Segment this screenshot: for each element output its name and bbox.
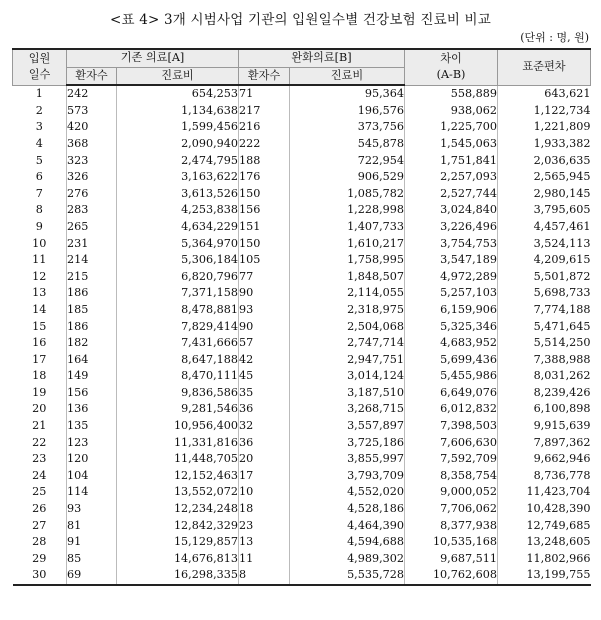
table-row [13, 368, 591, 385]
cell-stddev: 1,221,809 [498, 119, 591, 136]
table-row [13, 518, 591, 535]
cell-stddev: 5,501,872 [498, 269, 591, 286]
cell-base-patients: 242 [67, 85, 117, 103]
cell-base-patients: 91 [67, 534, 117, 551]
cell-base-patients: 156 [67, 385, 117, 402]
cell-palliative-cost: 545,878 [290, 136, 405, 153]
cell-days: 4 [13, 136, 67, 153]
table-row [13, 85, 591, 103]
cell-palliative-patients: 8 [239, 567, 290, 585]
cell-base-patients: 214 [67, 252, 117, 269]
cell-stddev: 8,031,262 [498, 368, 591, 385]
cell-base-cost: 4,634,229 [117, 219, 239, 236]
cell-palliative-patients: 35 [239, 385, 290, 402]
cell-base-patients: 186 [67, 319, 117, 336]
cell-base-cost: 654,253 [117, 85, 239, 103]
table-row [13, 534, 591, 551]
cell-palliative-cost: 3,014,124 [290, 368, 405, 385]
cell-days: 20 [13, 401, 67, 418]
cell-palliative-cost: 1,085,782 [290, 186, 405, 203]
cell-palliative-cost: 2,747,714 [290, 335, 405, 352]
cell-difference: 3,024,840 [405, 202, 498, 219]
cell-difference: 5,325,346 [405, 319, 498, 336]
cell-days: 17 [13, 352, 67, 369]
cell-base-patients: 283 [67, 202, 117, 219]
cell-difference: 2,257,093 [405, 169, 498, 186]
cell-stddev: 7,774,188 [498, 302, 591, 319]
cell-palliative-cost: 1,848,507 [290, 269, 405, 286]
cell-base-patients: 231 [67, 236, 117, 253]
cell-base-patients: 186 [67, 285, 117, 302]
table-row [13, 319, 591, 336]
cell-base-cost: 6,820,796 [117, 269, 239, 286]
cell-stddev: 10,428,390 [498, 501, 591, 518]
cell-palliative-patients: 11 [239, 551, 290, 568]
cell-days: 26 [13, 501, 67, 518]
cell-palliative-patients: 18 [239, 501, 290, 518]
cell-base-cost: 1,599,456 [117, 119, 239, 136]
header-base-group: 기존 의료[A] [67, 49, 239, 67]
table-row [13, 468, 591, 485]
cell-palliative-cost: 3,855,997 [290, 451, 405, 468]
cell-stddev: 7,897,362 [498, 435, 591, 452]
header-base-cost: 진료비 [117, 67, 239, 85]
cell-base-patients: 323 [67, 153, 117, 170]
cell-palliative-cost: 722,954 [290, 153, 405, 170]
cell-base-cost: 12,234,248 [117, 501, 239, 518]
cell-stddev: 6,100,898 [498, 401, 591, 418]
cell-base-patients: 164 [67, 352, 117, 369]
cell-base-cost: 9,281,546 [117, 401, 239, 418]
header-palliative-patients: 환자수 [239, 67, 290, 85]
cell-base-patients: 93 [67, 501, 117, 518]
table-row [13, 418, 591, 435]
cell-palliative-cost: 373,756 [290, 119, 405, 136]
cell-stddev: 2,565,945 [498, 169, 591, 186]
cell-stddev: 9,915,639 [498, 418, 591, 435]
header-days-line1: 입원 [28, 51, 51, 65]
table-row [13, 285, 591, 302]
cell-difference: 6,159,906 [405, 302, 498, 319]
cell-difference: 8,358,754 [405, 468, 498, 485]
cell-palliative-patients: 156 [239, 202, 290, 219]
cell-difference: 3,226,496 [405, 219, 498, 236]
cell-stddev: 3,524,113 [498, 236, 591, 253]
cell-palliative-patients: 45 [239, 368, 290, 385]
table-row [13, 302, 591, 319]
cell-palliative-patients: 77 [239, 269, 290, 286]
cell-base-patients: 104 [67, 468, 117, 485]
cell-stddev: 13,199,755 [498, 567, 591, 585]
header-difference [405, 49, 498, 85]
cell-difference: 4,972,289 [405, 269, 498, 286]
cell-palliative-patients: 32 [239, 418, 290, 435]
cell-stddev: 1,933,382 [498, 136, 591, 153]
cell-base-patients: 123 [67, 435, 117, 452]
cell-palliative-cost: 4,464,390 [290, 518, 405, 535]
cell-palliative-patients: 36 [239, 435, 290, 452]
table-row [13, 219, 591, 236]
cell-stddev: 12,749,685 [498, 518, 591, 535]
table-row [13, 236, 591, 253]
table-row [13, 153, 591, 170]
cell-palliative-cost: 1,610,217 [290, 236, 405, 253]
cell-palliative-patients: 42 [239, 352, 290, 369]
cell-base-patients: 215 [67, 269, 117, 286]
cell-stddev: 643,621 [498, 85, 591, 103]
cell-difference: 558,889 [405, 85, 498, 103]
cell-palliative-patients: 151 [239, 219, 290, 236]
cell-difference: 7,606,630 [405, 435, 498, 452]
header-stddev: 표준편차 [498, 49, 591, 85]
cost-comparison-table [12, 48, 591, 586]
cell-days: 10 [13, 236, 67, 253]
cell-difference: 4,683,952 [405, 335, 498, 352]
header-days-line2: 일수 [28, 68, 51, 82]
cell-palliative-cost: 2,114,055 [290, 285, 405, 302]
cell-palliative-cost: 196,576 [290, 103, 405, 120]
table-row [13, 451, 591, 468]
cell-days: 18 [13, 368, 67, 385]
cell-days: 24 [13, 468, 67, 485]
table-row [13, 136, 591, 153]
cell-palliative-patients: 10 [239, 484, 290, 501]
cell-palliative-cost: 95,364 [290, 85, 405, 103]
cell-base-patients: 182 [67, 335, 117, 352]
cell-base-cost: 1,134,638 [117, 103, 239, 120]
header-palliative-cost: 진료비 [290, 67, 405, 85]
header-base-patients: 환자수 [67, 67, 117, 85]
cell-stddev: 11,423,704 [498, 484, 591, 501]
cell-difference: 3,754,753 [405, 236, 498, 253]
cell-palliative-cost: 3,725,186 [290, 435, 405, 452]
cell-palliative-patients: 90 [239, 319, 290, 336]
cell-base-patients: 265 [67, 219, 117, 236]
cell-palliative-patients: 217 [239, 103, 290, 120]
cell-base-patients: 149 [67, 368, 117, 385]
table-row [13, 202, 591, 219]
cell-palliative-cost: 4,594,688 [290, 534, 405, 551]
table-row [13, 119, 591, 136]
cell-palliative-cost: 3,557,897 [290, 418, 405, 435]
cell-palliative-patients: 17 [239, 468, 290, 485]
cell-difference: 8,377,938 [405, 518, 498, 535]
cell-difference: 5,257,103 [405, 285, 498, 302]
cell-base-patients: 114 [67, 484, 117, 501]
cell-palliative-patients: 105 [239, 252, 290, 269]
cell-base-cost: 12,152,463 [117, 468, 239, 485]
cell-palliative-cost: 2,504,068 [290, 319, 405, 336]
cell-base-cost: 5,306,184 [117, 252, 239, 269]
cell-base-cost: 15,129,857 [117, 534, 239, 551]
cell-days: 29 [13, 551, 67, 568]
cell-days: 25 [13, 484, 67, 501]
cell-base-patients: 573 [67, 103, 117, 120]
cell-base-cost: 11,448,705 [117, 451, 239, 468]
cell-days: 5 [13, 153, 67, 170]
cell-stddev: 4,457,461 [498, 219, 591, 236]
cell-palliative-patients: 90 [239, 285, 290, 302]
cell-base-patients: 368 [67, 136, 117, 153]
cell-days: 23 [13, 451, 67, 468]
cell-days: 12 [13, 269, 67, 286]
cell-base-cost: 11,331,816 [117, 435, 239, 452]
cell-difference: 5,455,986 [405, 368, 498, 385]
cell-difference: 9,000,052 [405, 484, 498, 501]
cell-difference: 9,687,511 [405, 551, 498, 568]
cell-base-cost: 8,470,111 [117, 368, 239, 385]
cell-difference: 5,699,436 [405, 352, 498, 369]
cell-base-cost: 14,676,813 [117, 551, 239, 568]
cell-days: 8 [13, 202, 67, 219]
cell-days: 1 [13, 85, 67, 103]
cell-palliative-patients: 216 [239, 119, 290, 136]
cell-palliative-cost: 906,529 [290, 169, 405, 186]
cell-base-patients: 85 [67, 551, 117, 568]
table-row [13, 435, 591, 452]
cell-base-cost: 13,552,072 [117, 484, 239, 501]
cell-days: 2 [13, 103, 67, 120]
cell-base-patients: 135 [67, 418, 117, 435]
cell-base-patients: 120 [67, 451, 117, 468]
cell-palliative-patients: 36 [239, 401, 290, 418]
table-row [13, 103, 591, 120]
table-row [13, 401, 591, 418]
cell-difference: 3,547,189 [405, 252, 498, 269]
cell-palliative-patients: 150 [239, 236, 290, 253]
cell-base-cost: 5,364,970 [117, 236, 239, 253]
cell-palliative-cost: 4,528,186 [290, 501, 405, 518]
cell-palliative-cost: 4,989,302 [290, 551, 405, 568]
cell-difference: 938,062 [405, 103, 498, 120]
table-row [13, 269, 591, 286]
table-row [13, 186, 591, 203]
cell-base-patients: 136 [67, 401, 117, 418]
cell-stddev: 3,795,605 [498, 202, 591, 219]
cell-palliative-cost: 2,318,975 [290, 302, 405, 319]
cell-difference: 10,762,608 [405, 567, 498, 585]
unit-note: (단위 : 명, 원) [520, 31, 589, 44]
cell-base-cost: 9,836,586 [117, 385, 239, 402]
cell-base-cost: 8,478,881 [117, 302, 239, 319]
table-body [13, 85, 591, 585]
cell-base-cost: 12,842,329 [117, 518, 239, 535]
cell-difference: 2,527,744 [405, 186, 498, 203]
cell-palliative-patients: 150 [239, 186, 290, 203]
cell-base-patients: 420 [67, 119, 117, 136]
cell-days: 11 [13, 252, 67, 269]
table-row [13, 169, 591, 186]
table-row [13, 551, 591, 568]
cell-palliative-patients: 222 [239, 136, 290, 153]
cell-palliative-patients: 93 [239, 302, 290, 319]
cell-stddev: 2,980,145 [498, 186, 591, 203]
cell-stddev: 9,662,946 [498, 451, 591, 468]
cell-base-patients: 276 [67, 186, 117, 203]
cell-stddev: 4,209,615 [498, 252, 591, 269]
cell-palliative-cost: 1,758,995 [290, 252, 405, 269]
cell-palliative-patients: 57 [239, 335, 290, 352]
cell-days: 28 [13, 534, 67, 551]
cell-days: 21 [13, 418, 67, 435]
cell-palliative-patients: 71 [239, 85, 290, 103]
cell-palliative-cost: 5,535,728 [290, 567, 405, 585]
cell-base-cost: 2,474,795 [117, 153, 239, 170]
cell-base-patients: 69 [67, 567, 117, 585]
cell-palliative-cost: 1,407,733 [290, 219, 405, 236]
header-diff-line1: 차이 [440, 51, 462, 65]
cell-days: 30 [13, 567, 67, 585]
cell-days: 14 [13, 302, 67, 319]
cell-days: 19 [13, 385, 67, 402]
cell-stddev: 5,514,250 [498, 335, 591, 352]
cell-base-patients: 185 [67, 302, 117, 319]
cell-palliative-patients: 13 [239, 534, 290, 551]
cell-palliative-cost: 3,268,715 [290, 401, 405, 418]
table-row [13, 567, 591, 585]
header-diff-line2: (A-B) [436, 68, 466, 82]
cell-difference: 1,225,700 [405, 119, 498, 136]
table-row [13, 385, 591, 402]
cell-difference: 7,706,062 [405, 501, 498, 518]
cell-difference: 6,649,076 [405, 385, 498, 402]
cell-base-cost: 7,371,158 [117, 285, 239, 302]
cell-palliative-patients: 188 [239, 153, 290, 170]
cell-base-cost: 3,613,526 [117, 186, 239, 203]
cell-base-cost: 8,647,188 [117, 352, 239, 369]
cell-palliative-cost: 2,947,751 [290, 352, 405, 369]
cell-stddev: 1,122,734 [498, 103, 591, 120]
cell-stddev: 8,736,778 [498, 468, 591, 485]
cell-stddev: 2,036,635 [498, 153, 591, 170]
cell-base-cost: 4,253,838 [117, 202, 239, 219]
cell-base-patients: 326 [67, 169, 117, 186]
table-row [13, 352, 591, 369]
cell-stddev: 11,802,966 [498, 551, 591, 568]
cell-days: 7 [13, 186, 67, 203]
cell-stddev: 13,248,605 [498, 534, 591, 551]
cell-stddev: 5,698,733 [498, 285, 591, 302]
cell-palliative-patients: 176 [239, 169, 290, 186]
cell-difference: 7,398,503 [405, 418, 498, 435]
cell-days: 22 [13, 435, 67, 452]
cell-base-cost: 10,956,400 [117, 418, 239, 435]
cell-base-cost: 16,298,335 [117, 567, 239, 585]
table-title: <표 4> 3개 시범사업 기관의 입원일수별 건강보험 진료비 비교 [109, 12, 492, 28]
cell-palliative-cost: 3,793,709 [290, 468, 405, 485]
cell-days: 3 [13, 119, 67, 136]
table-row [13, 484, 591, 501]
cell-palliative-patients: 23 [239, 518, 290, 535]
cell-difference: 7,592,709 [405, 451, 498, 468]
cell-difference: 10,535,168 [405, 534, 498, 551]
table-row [13, 252, 591, 269]
cell-base-cost: 7,829,414 [117, 319, 239, 336]
cell-palliative-cost: 4,552,020 [290, 484, 405, 501]
cell-stddev: 5,471,645 [498, 319, 591, 336]
cell-stddev: 8,239,426 [498, 385, 591, 402]
cell-stddev: 7,388,988 [498, 352, 591, 369]
cell-days: 13 [13, 285, 67, 302]
cell-days: 27 [13, 518, 67, 535]
table-row [13, 335, 591, 352]
cell-base-patients: 81 [67, 518, 117, 535]
cell-days: 6 [13, 169, 67, 186]
cell-base-cost: 3,163,622 [117, 169, 239, 186]
cell-base-cost: 7,431,666 [117, 335, 239, 352]
cell-difference: 6,012,832 [405, 401, 498, 418]
cell-days: 9 [13, 219, 67, 236]
cell-palliative-cost: 1,228,998 [290, 202, 405, 219]
cell-difference: 1,751,841 [405, 153, 498, 170]
header-palliative-group: 완화의료[B] [239, 49, 405, 67]
cell-base-cost: 2,090,940 [117, 136, 239, 153]
table-row [13, 501, 591, 518]
cell-days: 15 [13, 319, 67, 336]
header-row-1 [13, 49, 591, 67]
cell-difference: 1,545,063 [405, 136, 498, 153]
cell-palliative-patients: 20 [239, 451, 290, 468]
header-days [13, 49, 67, 85]
cell-days: 16 [13, 335, 67, 352]
cell-palliative-cost: 3,187,510 [290, 385, 405, 402]
